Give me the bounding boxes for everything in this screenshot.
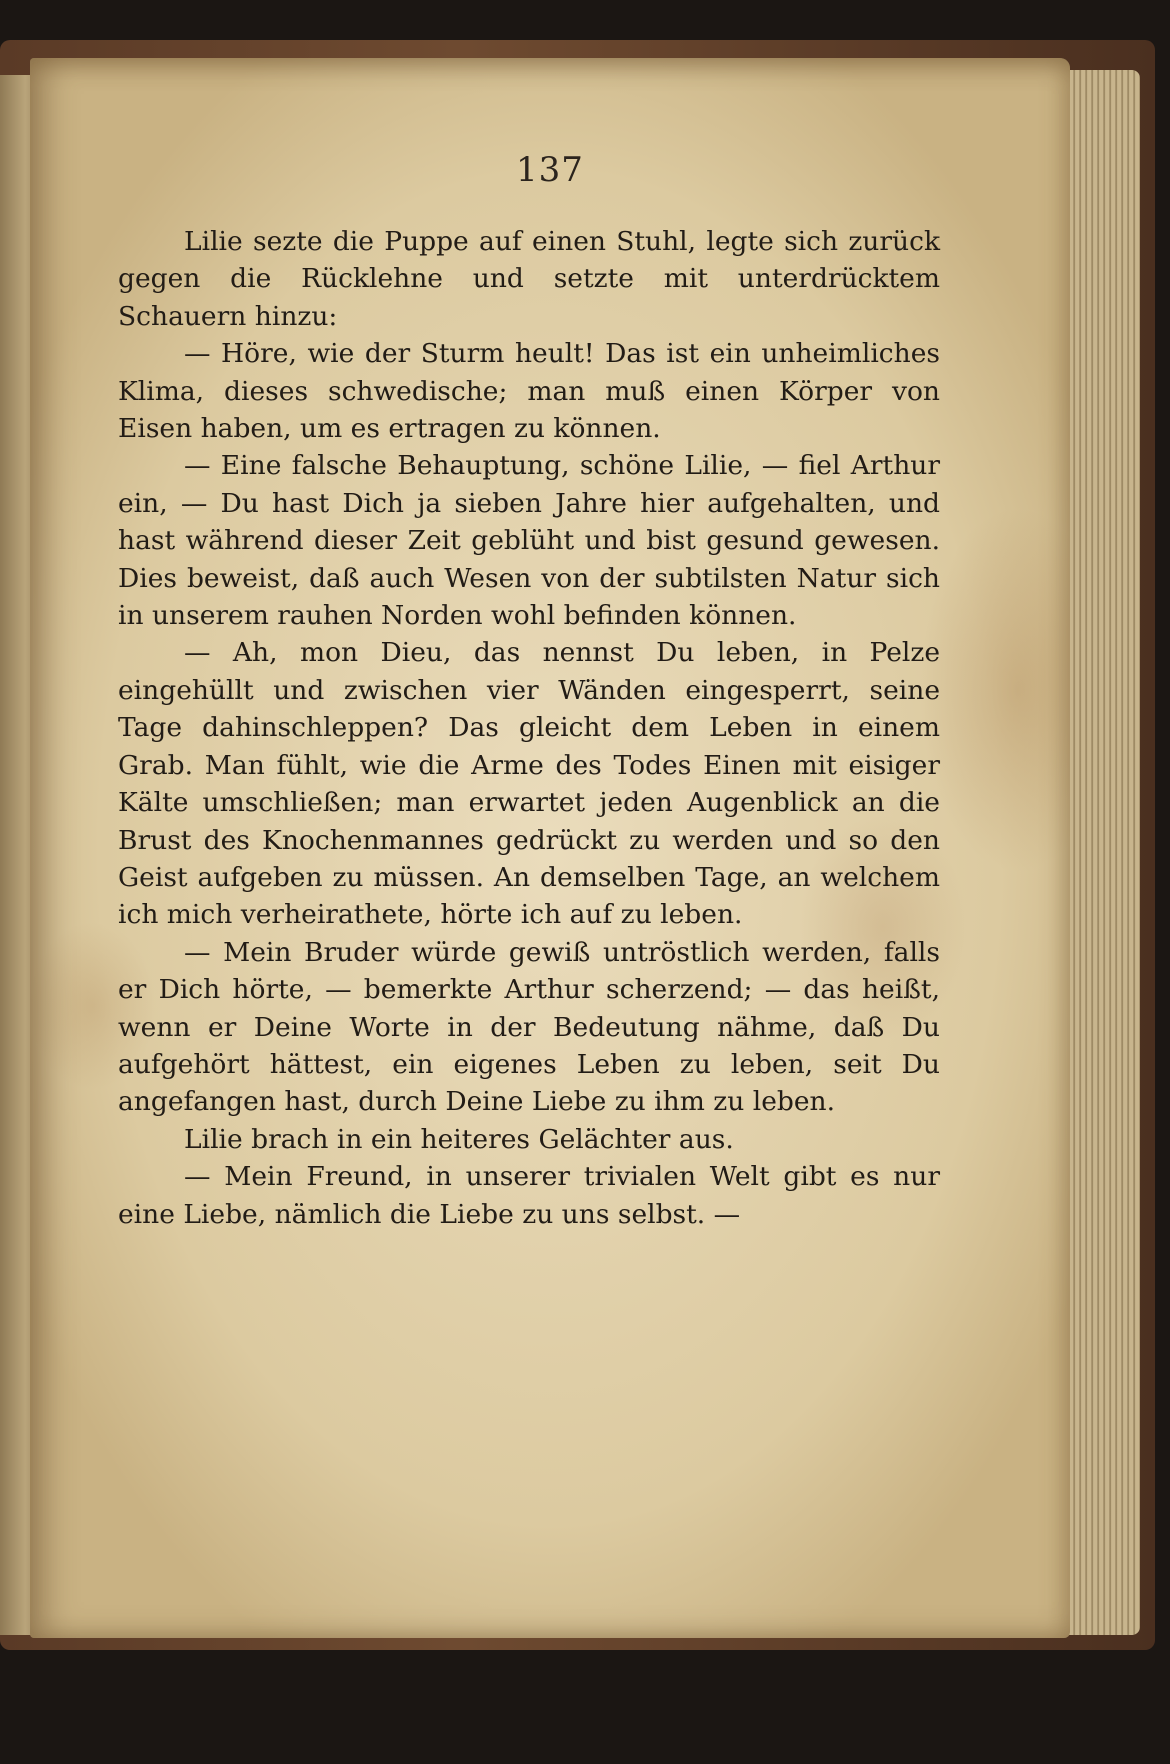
paragraph: — Ah, mon Dieu, das nennst Du leben, in Pelze eingehüllt und zwischen vier Wänden eingesperrt, seine Tage dahinschleppen? Das gleicht dem Leben in einem Grab. Man fühlt, wie die Arme des Todes Einen mit eisiger Kälte umschließen; man erwartet jeden Augenblick an die Brust des Knochenmannes gedrückt zu werden und so den Geist aufgeben zu müssen. An demselben Tage, an welchem ich mich verheirathete, hörte ich auf zu leben. — [118, 637, 940, 931]
paragraph: Lilie sezte die Puppe auf einen Stuhl, legte sich zurück gegen die Rücklehne und setzte mit unterdrücktem Schauern hinzu: — [118, 226, 940, 332]
book-page — [30, 58, 1070, 1638]
paragraph: Lilie brach in ein heiteres Gelächter aus. — [184, 1123, 734, 1155]
page-number: 137 — [516, 150, 584, 190]
paragraph: — Höre, wie der Sturm heult! Das ist ein unheimliches Klima, dieses schwedische; man muß einen Körper von Eisen haben, um es ertragen zu können. — [118, 338, 940, 445]
paragraph: — Mein Bruder würde gewiß untröstlich werden, falls er Dich hörte, — bemerkte Arthur scherzend; — das heißt, wenn er Deine Worte in der Bedeutung nähme, daß Du aufgehört hättest, ein eigenes Leben zu leben, seit Du angefangen hast, durch Deine Liebe zu ihm zu leben. — [118, 936, 940, 1118]
page-body-text — [118, 223, 940, 1233]
paragraph: — Mein Freund, in unserer trivialen Welt gibt es nur eine Liebe, nämlich die Liebe zu uns selbst. — — [118, 1161, 940, 1230]
paragraph: — Eine falsche Behauptung, schöne Lilie, — fiel Arthur ein, — Du hast Dich ja sieben Jahre hier aufgehalten, und hast während dieser Zeit geblüht und bist gesund gewesen. Dies beweist, daß auch Wesen von der subtilsten Natur sich in unserem rauhen Norden wohl befinden können. — [118, 450, 940, 632]
